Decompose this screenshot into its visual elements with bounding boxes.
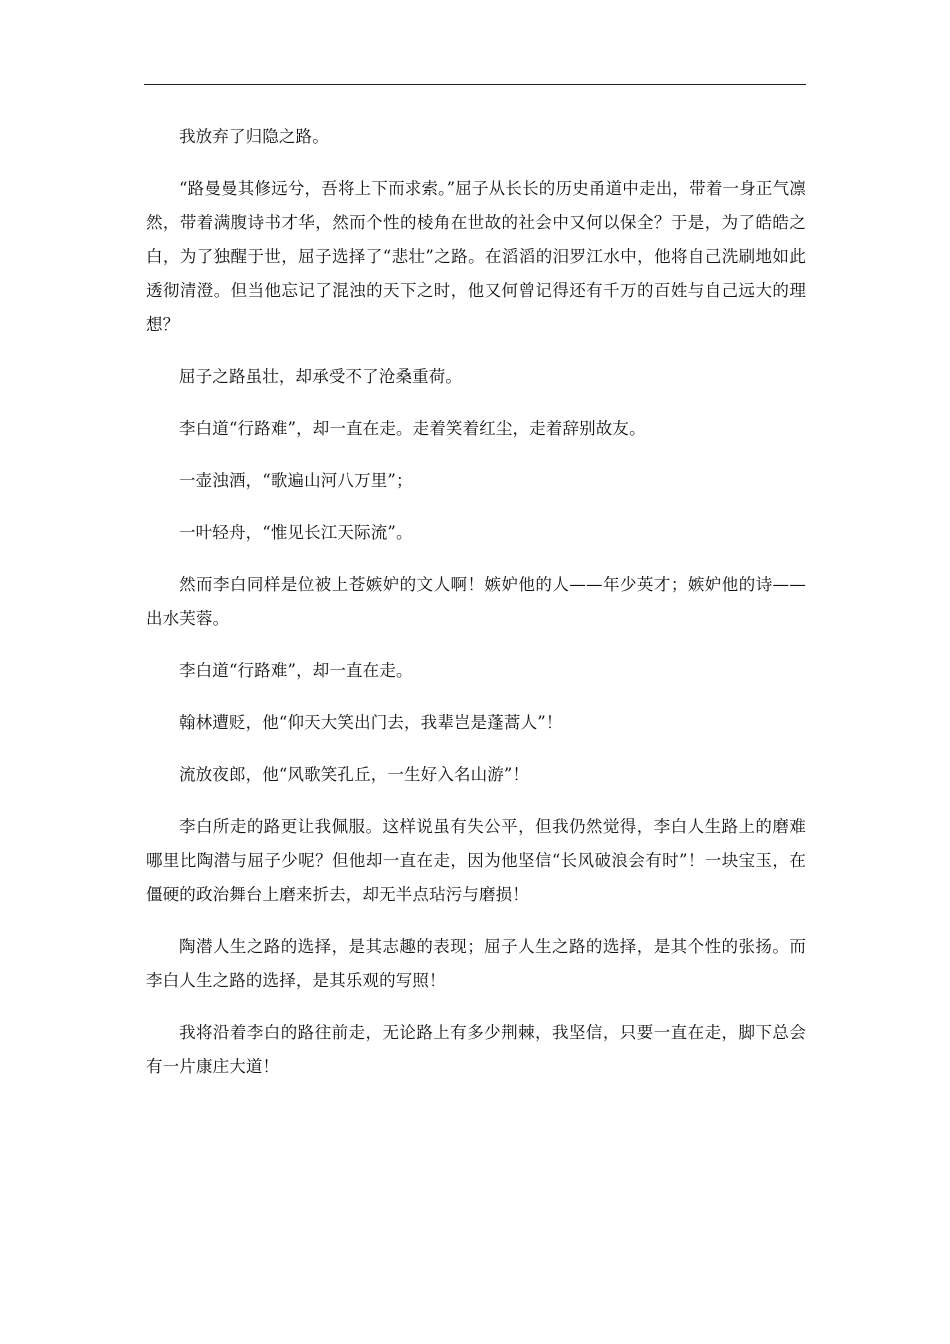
paragraph-1: 我放弃了归隐之路。 bbox=[179, 127, 329, 146]
paragraph-8: 李白道“行路难”，却一直在走。 bbox=[179, 661, 413, 680]
paragraph-4: 李白道“行路难”，却一直在走。走着笑着红尘，走着辞别故友。 bbox=[179, 419, 646, 438]
paragraph-10: 流放夜郎，他“风歌笑孔丘，一生好入名山游”！ bbox=[179, 765, 530, 784]
paragraph-13: 我将沿着李白的路往前走，无论路上有多少荆棘，我坚信，只要一直在走，脚下总会有一片康庄大道！ bbox=[146, 1023, 806, 1076]
paragraph-2: “路曼曼其修远兮，吾将上下而求索。”屈子从长长的历史甬道中走出，带着一身正气凛然，带着满腹诗书才华，然而个性的棱角在世故的社会中又何以保全？于是，为了皓皓之白，为了独醒于世，屈子选择了“悲壮”之路。在滔滔的汨罗江水中，他将自己洗刷地如此透彻清澄。但当他忘记了混浊的天下之时，他又何曾记得还有千万的百姓与自己远大的理想？ bbox=[146, 179, 806, 334]
paragraph-6: 一叶轻舟，“惟见长江天际流”。 bbox=[179, 523, 413, 542]
paragraph-7: 然而李白同样是位被上苍嫉妒的文人啊！嫉妒他的人——年少英才；嫉妒他的诗——出水芙蓉。 bbox=[146, 575, 806, 628]
paragraph-11: 李白所走的路更让我佩服。这样说虽有失公平，但我仍然觉得，李白人生路上的磨难哪里比陶潜与屈子少呢？但他却一直在走，因为他坚信“长风破浪会有时”！一块宝玉，在僵硬的政治舞台上磨来折去，却无半点玷污与磨损！ bbox=[146, 817, 806, 904]
paragraph-3: 屈子之路虽壮，却承受不了沧桑重荷。 bbox=[179, 367, 463, 386]
document-body bbox=[146, 120, 806, 1102]
paragraph-5: 一壶浊酒，“歌遍山河八万里”； bbox=[179, 471, 413, 490]
header-rule bbox=[144, 84, 806, 85]
paragraph-12: 陶潜人生之路的选择，是其志趣的表现；屈子人生之路的选择，是其个性的张扬。而李白人生之路的选择，是其乐观的写照！ bbox=[146, 937, 806, 990]
paragraph-9: 翰林遭贬，他“仰天大笑出门去，我辈岂是蓬蒿人”！ bbox=[179, 713, 563, 732]
